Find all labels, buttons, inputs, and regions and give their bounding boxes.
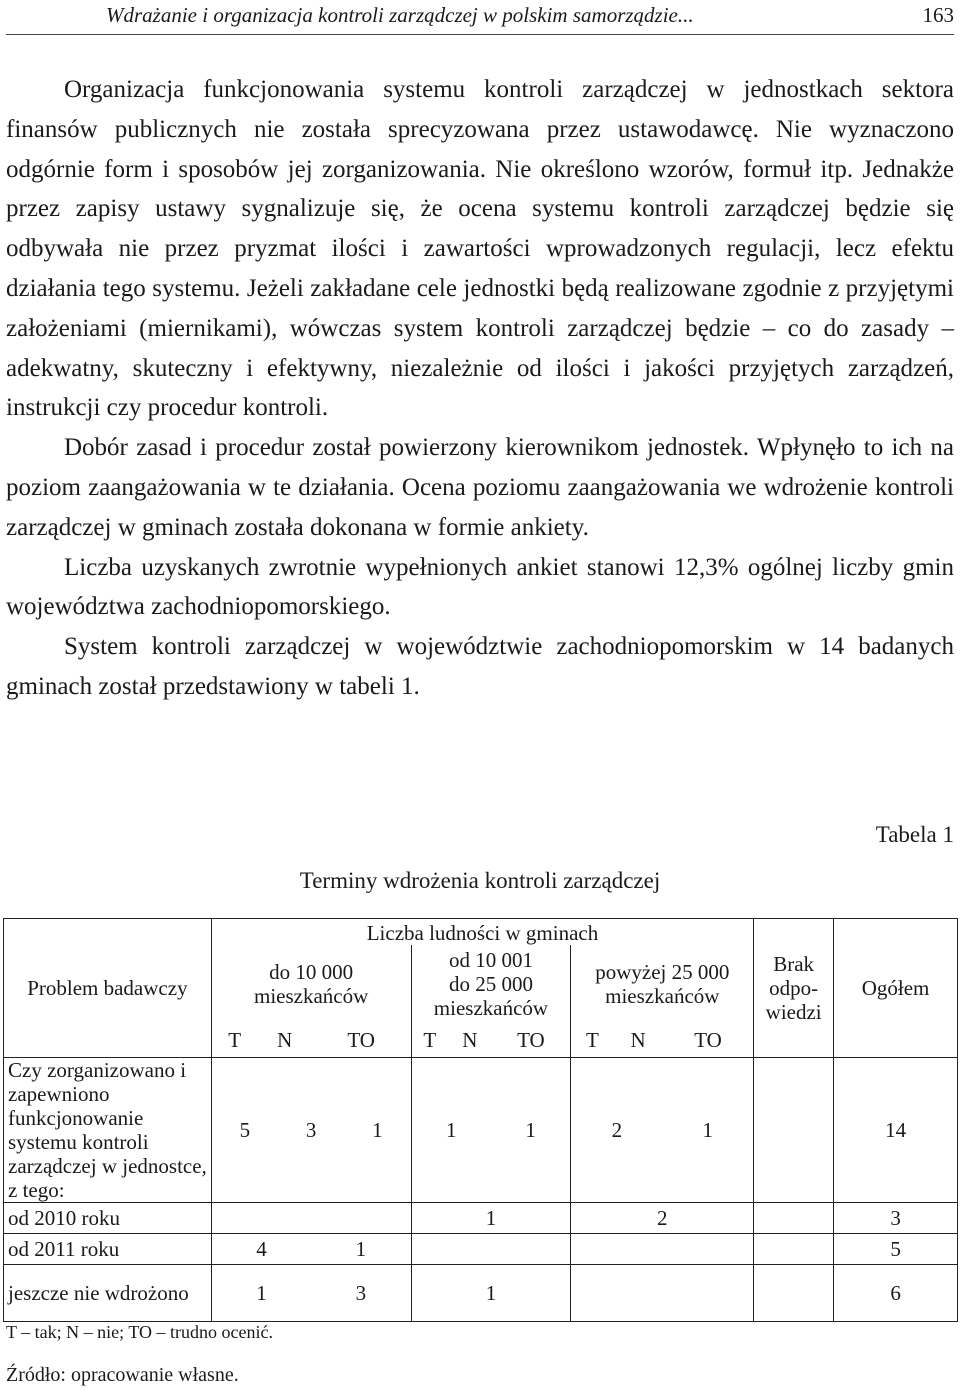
header-group-2-line-3: mieszkańców xyxy=(433,996,549,1020)
table-row xyxy=(4,1203,958,1234)
cell: 1 xyxy=(702,1118,713,1142)
header-no-answer: Brak odpo- wiedzi xyxy=(754,919,834,1058)
cell-no-answer xyxy=(754,1265,834,1322)
paragraph-3: Liczba uzyskanych zwrotnie wypełnionych ankiet stanowi 12,3% ogólnej liczby gmin województwa zachodniopomorskiego. xyxy=(6,553,954,621)
table-footnote: T – tak; N – nie; TO – trudno ocenić. xyxy=(6,1322,273,1342)
table-row xyxy=(4,1058,958,1203)
row-group-2 xyxy=(411,1203,571,1234)
sub-header: T xyxy=(585,1028,599,1052)
table-title: Terminy wdrożenia kontroli zarządczej xyxy=(299,868,661,893)
cell: 1 xyxy=(485,1206,497,1230)
table-row xyxy=(4,1265,958,1322)
row-group-2 xyxy=(411,1058,571,1203)
cell: 1 xyxy=(485,1281,497,1305)
cell: 3 xyxy=(355,1281,367,1305)
cell-total: 14 xyxy=(834,1058,958,1203)
header-group-3: powyżej 25 000 mieszkańców xyxy=(571,945,754,1023)
row-group-3 xyxy=(571,1058,754,1203)
row-group-1 xyxy=(211,1234,411,1265)
cell: 1 xyxy=(445,1118,457,1142)
row-group-3 xyxy=(571,1265,754,1322)
row-label: od 2010 roku xyxy=(4,1203,212,1234)
cell: 2 xyxy=(657,1206,668,1230)
paragraph-2: Dobór zasad i procedur został powierzony kierownikom jednostek. Wpłynęło to ich na poziom zaangażowania w te działania. Ocena poziomu zaangażowania we wdrożenie kontroli zarządczej w gminach została dokonana w formie ankiety. xyxy=(6,434,954,541)
table-row xyxy=(4,1234,958,1265)
sub-group-3 xyxy=(571,1023,754,1058)
cell: 1 xyxy=(355,1237,367,1261)
sub-header: TO xyxy=(694,1028,722,1052)
cell: 3 xyxy=(305,1118,317,1142)
header-group-2 xyxy=(411,945,571,1023)
header-total: Ogółem xyxy=(834,919,958,1058)
sub-header: N xyxy=(277,1028,293,1052)
sub-header: TO xyxy=(517,1028,545,1052)
sub-header: TO xyxy=(347,1028,375,1052)
header-group-2-line-2: do 25 000 xyxy=(448,972,533,996)
cell-total: 5 xyxy=(834,1234,958,1265)
row-group-1 xyxy=(211,1058,411,1203)
sub-header: T xyxy=(423,1028,437,1052)
row-group-1 xyxy=(211,1265,411,1322)
row-group-2 xyxy=(411,1265,571,1322)
table-label: Tabela 1 xyxy=(875,822,954,847)
cell-no-answer xyxy=(754,1203,834,1234)
running-title: Wdrażanie i organizacja kontroli zarządczej w polskim samorządzie... xyxy=(106,3,694,27)
table-header-row xyxy=(4,919,958,946)
sub-header: N xyxy=(462,1028,478,1052)
row-label: jeszcze nie wdrożono xyxy=(4,1265,212,1322)
header-group-2-line-1: od 10 001 xyxy=(448,948,533,972)
running-header xyxy=(6,0,954,35)
row-label: od 2011 roku xyxy=(4,1234,212,1265)
cell: 2 xyxy=(611,1118,623,1142)
row-group-2 xyxy=(411,1234,571,1265)
header-group-1: do 10 000 mieszkańców xyxy=(211,945,411,1023)
sub-header: N xyxy=(630,1028,646,1052)
row-group-1 xyxy=(211,1203,411,1234)
page-number: 163 xyxy=(922,3,954,27)
row-group-3 xyxy=(571,1203,754,1234)
cell: 1 xyxy=(256,1281,267,1305)
row-group-3 xyxy=(571,1234,754,1265)
body-text xyxy=(6,70,954,707)
sub-header: T xyxy=(228,1028,242,1052)
row-label: Czy zorganizowano i zapewniono funkcjonowanie systemu kontroli zarządczej w jednostce, z tego: xyxy=(4,1058,212,1203)
data-table xyxy=(3,918,958,1322)
cell: 4 xyxy=(256,1237,267,1261)
header-group-title: Liczba ludności w gminach xyxy=(211,919,753,946)
cell: 1 xyxy=(372,1118,383,1142)
sub-group-1 xyxy=(211,1023,411,1058)
cell-total: 3 xyxy=(834,1203,958,1234)
cell: 5 xyxy=(239,1118,251,1142)
table-source: Źródło: opracowanie własne. xyxy=(6,1364,239,1386)
cell-total: 6 xyxy=(834,1265,958,1322)
header-problem: Problem badawczy xyxy=(4,919,212,1058)
paragraph-1: Organizacja funkcjonowania systemu kontroli zarządczej w jednostkach sektora finansów publicznych nie została sprecyzowana przez ustawodawcę. Nie wyznaczono odgórnie form i sposobów jej zorganizowania. Nie określono wzorów, formuł itp. Jednakże przez zapisy ustawy sygnalizuje się, że ocena systemu kontroli zarządczej będzie się odbywała nie przez pryzmat ilości i zawartości wprowadzonych regulacji, lecz efektu działania tego systemu. Jeżeli zakładane cele jednostki będą realizowane zgodnie z przyjętymi założeniami (miernikami), wówczas system kontroli zarządczej będzie – co do zasady – adekwatny, skuteczny i efektywny, niezależnie od ilości i jakości przyjętych zarządzeń, instrukcji czy procedur kontroli. xyxy=(6,76,954,422)
cell: 1 xyxy=(525,1118,536,1142)
paragraph-4: System kontroli zarządczej w województwie zachodniopomorskim w 14 badanych gminach został przedstawiony w tabeli 1. xyxy=(6,633,954,700)
cell-no-answer xyxy=(754,1058,834,1203)
cell-no-answer xyxy=(754,1234,834,1265)
sub-group-2 xyxy=(411,1023,571,1058)
